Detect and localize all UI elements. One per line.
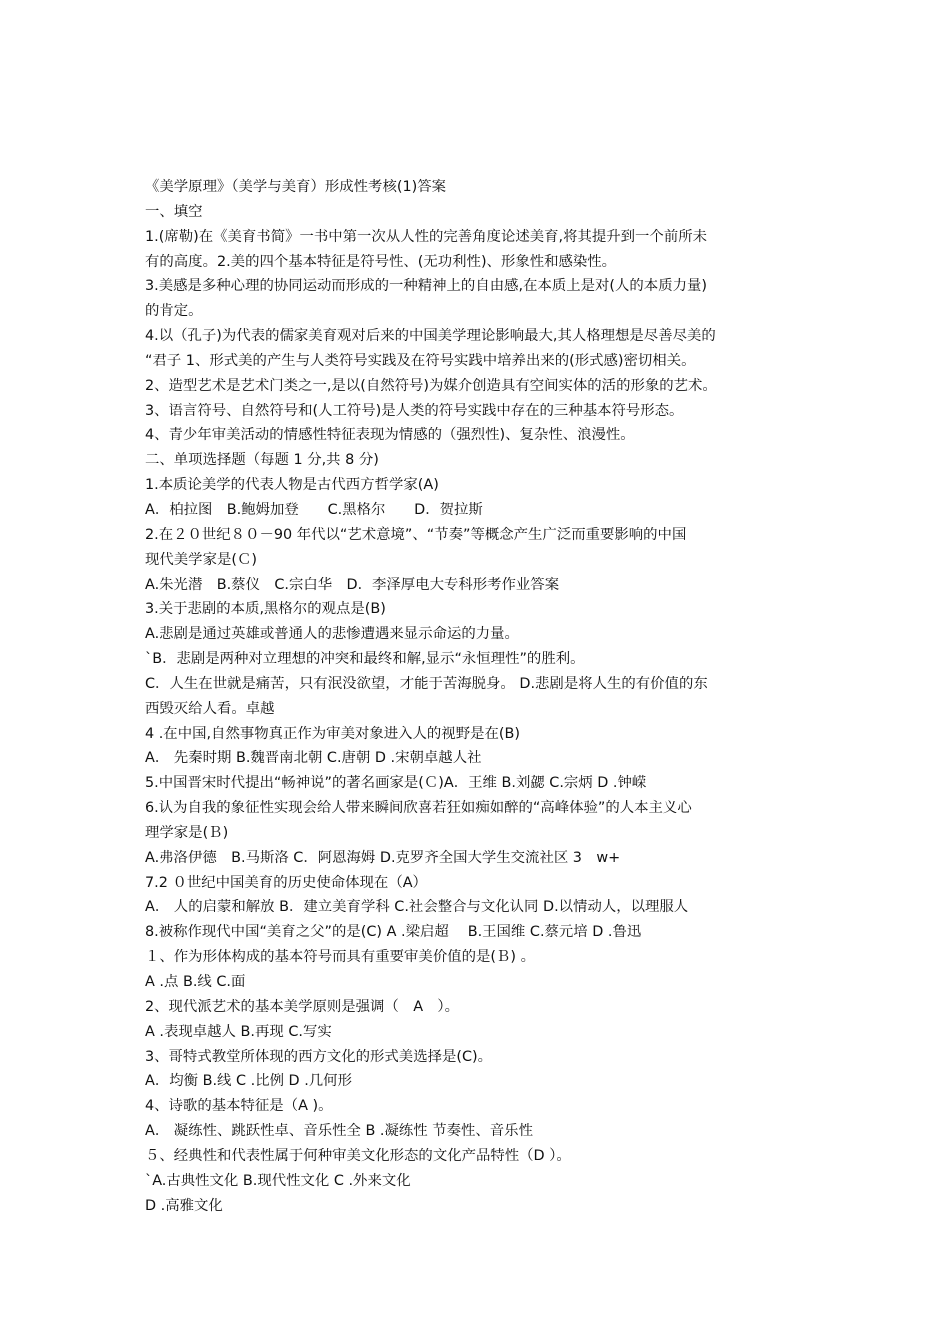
options-line: A.弗洛伊德 B.马斯洛 C．阿恩海姆 D.克罗齐全国大学生交流社区 3 w+ bbox=[145, 849, 621, 866]
question-line: 2、现代派艺术的基本美学原则是强调（ A ）。 bbox=[145, 998, 460, 1015]
document-title: 《美学原理》（美学与美育）形成性考核(1)答案 bbox=[145, 179, 446, 195]
options-line: A． 先秦时期 B.魏晋南北朝 C.唐朝 D .宋朝卓越人社 bbox=[145, 750, 482, 767]
question-line: 1.本质论美学的代表人物是古代西方哲学家(A) bbox=[145, 477, 439, 494]
question-line: 4、诗歌的基本特征是（A )。 bbox=[145, 1098, 333, 1115]
text-line: 有的高度。2.美的四个基本特征是符号性、(无功利性)、形象性和感染性。 bbox=[145, 253, 617, 270]
question-line: 理学家是(Ｂ) bbox=[145, 824, 229, 841]
options-line: D .高雅文化 bbox=[145, 1197, 223, 1214]
question-line: 6.认为自我的象征性实现会给人带来瞬间欣喜若狂如痴如醉的“高峰体验”的人本主义心 bbox=[145, 800, 692, 817]
text-line: “君子 1、形式美的产生与人类符号实践及在符号实践中培养出来的(形式感)密切相关。 bbox=[145, 352, 696, 369]
question-line: 现代美学家是(Ｃ) bbox=[145, 551, 257, 568]
question-line: 4 .在中国,自然事物真正作为审美对象进入人的视野是在(B) bbox=[145, 725, 520, 742]
question-line: 5.中国晋宋时代提出“畅神说”的著名画家是(Ｃ)A．王维 B.刘勰 C.宗炳 D .钟嵘 bbox=[145, 775, 647, 792]
options-line: `B．悲剧是两种对立理想的冲突和最终和解,显示“永恒理性”的胜利。 bbox=[145, 651, 585, 668]
options-line: A .表现卓越人 B.再现 C.写实 bbox=[145, 1023, 332, 1040]
document-body bbox=[145, 175, 815, 1218]
options-line: A． 凝练性、跳跃性卓、音乐性全 B .凝练性 节奏性、音乐性 bbox=[145, 1123, 533, 1140]
options-line: A． 人的启蒙和解放 B．建立美育学科 C.社会整合与文化认同 D.以情动人，以理服人 bbox=[145, 899, 689, 916]
text-line: 3、语言符号、自然符号和(人工符号)是人类的符号实践中存在的三种基本符号形态。 bbox=[145, 402, 684, 419]
options-line: A .点 B.线 C.面 bbox=[145, 974, 246, 990]
question-line: 3、哥特式教堂所体现的西方文化的形式美选择是(C)。 bbox=[145, 1048, 493, 1065]
options-line: A．柏拉图 B.鲍姆加登 C.黑格尔 D．贺拉斯 bbox=[145, 501, 483, 518]
options-line: A.朱光潜 B.蔡仪 C.宗白华 D．李泽厚电大专科形考作业答案 bbox=[145, 576, 560, 593]
text-line: 4、青少年审美活动的情感性特征表现为情感的（强烈性)、复杂性、浪漫性。 bbox=[145, 427, 635, 444]
text-line: 3.美感是多种心理的协同运动而形成的一种精神上的自由感,在本质上是对(人的本质力量) bbox=[145, 278, 707, 295]
question-line: 7.2 ０世纪中国美育的历史使命体现在（A） bbox=[145, 874, 427, 891]
options-line: 西毁灭给人看。卓越 bbox=[145, 700, 275, 717]
question-line: １、作为形体构成的基本符号而具有重要审美价值的是(Ｂ) 。 bbox=[145, 949, 535, 966]
options-line: C．人生在世就是痛苦，只有泯没欲望，才能于苦海脱身。 D.悲剧是将人生的有价值的东 bbox=[145, 675, 708, 692]
options-line: `A.古典性文化 B.现代性文化 C .外来文化 bbox=[145, 1172, 411, 1189]
question-line: 2.在２０世纪８０－90 年代以“艺术意境”、“节奏”等概念产生广泛而重要影响的中国 bbox=[145, 526, 687, 543]
text-line: 1.(席勒)在《美育书简》一书中第一次从人性的完善角度论述美育,将其提升到一个前所未 bbox=[145, 228, 707, 245]
question-line: 3.关于悲剧的本质,黑格尔的观点是(B) bbox=[145, 601, 386, 618]
question-line: ５、经典性和代表性属于何种审美文化形态的文化产品特性（D ）。 bbox=[145, 1147, 571, 1164]
text-line: 4.以（孔子)为代表的儒家美育观对后来的中国美学理论影响最大,其人格理想是尽善尽美的 bbox=[145, 328, 716, 345]
options-line: A.悲剧是通过英雄或普通人的悲惨遭遇来显示命运的力量。 bbox=[145, 626, 519, 643]
text-line: 2、造型艺术是艺术门类之一,是以(自然符号)为媒介创造具有空间实体的活的形象的艺术。 bbox=[145, 377, 717, 394]
text-line: 的肯定。 bbox=[145, 303, 203, 320]
section-heading-single-choice: 二、单项选择题（每题 1 分,共 8 分) bbox=[145, 452, 379, 469]
section-heading-fill-blank: 一、填空 bbox=[145, 203, 203, 220]
question-line: 8.被称作现代中国“美育之父”的是(C) A .梁启超 B.王国维 C.蔡元培 D .鲁迅 bbox=[145, 924, 642, 941]
options-line: A．均衡 B.线 C .比例 D .几何形 bbox=[145, 1073, 352, 1090]
